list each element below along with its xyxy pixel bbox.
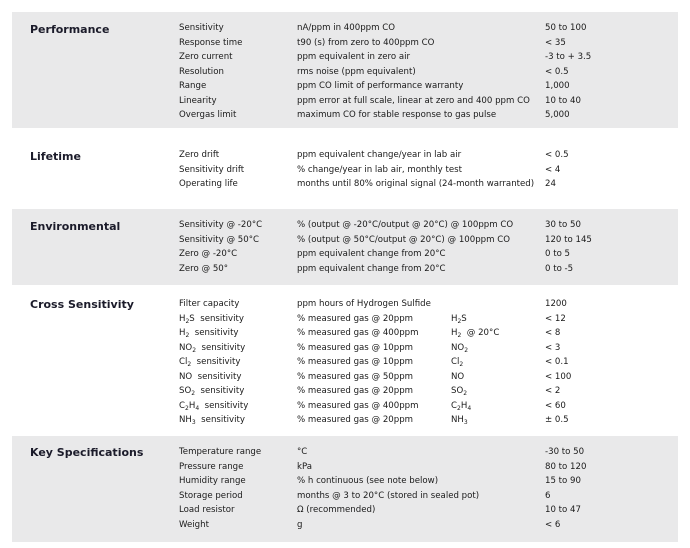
table-row: $H_2S$ sensitivity % measured gas @ 20ppm $H_2S$ < 12 — [179, 313, 566, 325]
table-row: Sensitivity drift % change/year in lab air, monthly test < 4 — [179, 164, 561, 175]
section-performance — [12, 12, 678, 128]
table-row: Sensitivity nA/ppm in 400ppm CO 50 to 100 — [179, 23, 587, 33]
table-row: $SO_2$ sensitivity % measured gas @ 20ppm $SO_2$ < 2 — [179, 386, 561, 397]
table-row: $NO_2$ sensitivity % measured gas @ 10ppm $NO_2$ < 3 — [179, 342, 561, 354]
table-row: Zero current ppm equivalent in zero air -3 to + 3.5 — [179, 52, 592, 62]
section-lifetime — [12, 139, 678, 201]
section-title: Key Specifications — [30, 446, 144, 459]
table-row: Range ppm CO limit of performance warranty 1,000 — [179, 81, 570, 91]
table-row: Operating life months until 80% original signal (24-month warranted) 24 — [179, 179, 556, 189]
table-row: Pressure range kPa 80 to 120 — [179, 461, 587, 472]
table-row: $H_2$ sensitivity % measured gas @ 400ppm $H_2$ @ 20°C < 8 — [179, 328, 561, 339]
table-row: Zero @ -20°C ppm equivalent change from 20°C 0 to 5 — [179, 249, 571, 259]
section-title: Environmental — [30, 220, 121, 233]
table-row: $Cl_2$ sensitivity % measured gas @ 10ppm $Cl_2$ < 0.1 — [179, 357, 569, 368]
table-row: Humidity range % h continuous (see note below) 15 to 90 — [179, 476, 581, 486]
table-row: Weight g < 6 — [179, 519, 561, 530]
table-row: Linearity ppm error at full scale, linear at zero and 400 ppm CO 10 to 40 — [179, 95, 581, 106]
section-title: Performance — [30, 23, 110, 36]
table-row: Resolution rms noise (ppm equivalent) < 0.5 — [179, 66, 569, 77]
table-row: Zero @ 50° ppm equivalent change from 20°C 0 to -5 — [179, 263, 574, 274]
table-row: Sensitivity @ -20°C % (output @ -20°C/output @ 20°C) @ 100ppm CO 30 to 50 — [179, 220, 581, 230]
table-row: $NH_3$ sensitivity % measured gas @ 20ppm $NH_3$ ± 0.5 — [179, 415, 569, 426]
section-cross-sensitivity — [12, 288, 678, 432]
table-row: $C_2H_4$ sensitivity % measured gas @ 400ppm $C_2H_4$ < 60 — [179, 400, 566, 412]
table-row: Filter capacity ppm hours of Hydrogen Sulfide 1200 — [179, 299, 567, 309]
table-row: Overgas limit maximum CO for stable response to gas pulse 5,000 — [179, 110, 570, 120]
table-row: Response time t90 (s) from zero to 400ppm CO < 35 — [179, 37, 566, 48]
table-row: Zero drift ppm equivalent change/year in lab air < 0.5 — [179, 150, 569, 160]
table-row: Temperature range °C -30 to 50 — [179, 447, 585, 457]
table-row: Load resistor Ω (recommended) 10 to 47 — [179, 505, 581, 515]
section-title: Cross Sensitivity — [30, 298, 134, 311]
table-row: Sensitivity @ 50°C % (output @ 50°C/output @ 20°C) @ 100ppm CO 120 to 145 — [179, 234, 592, 245]
table-row: NO sensitivity % measured gas @ 50ppm NO < 100 — [179, 371, 572, 382]
table-row: Storage period months @ 3 to 20°C (stored in sealed pot) 6 — [179, 490, 551, 501]
section-title: Lifetime — [30, 150, 81, 163]
section-environmental — [12, 209, 678, 285]
section-key-specifications — [12, 436, 678, 542]
